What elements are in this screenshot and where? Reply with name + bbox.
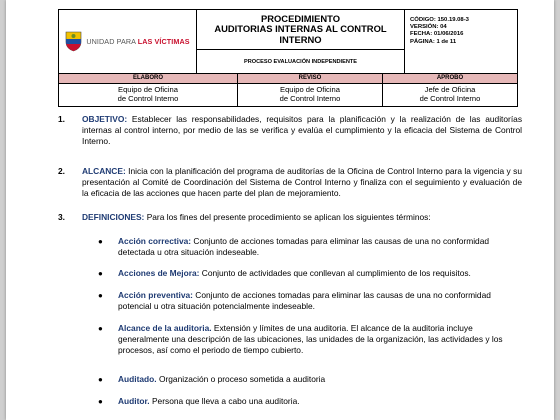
title-line: PROCEDIMIENTO — [260, 12, 340, 24]
signer-reviso — [238, 84, 383, 106]
definition-text: Extensión y límites de una auditoria. El alcance de la auditoria incluye generalmente una descripción de las ubicaciones, las unidades de la organización, las actividades y los procesos, así como el periodo de tiempo cubierto. — [118, 323, 503, 355]
section-objetivo — [58, 114, 522, 147]
bullet-icon: ● — [98, 269, 103, 278]
logo-cell — [59, 10, 197, 73]
definition-item — [98, 236, 522, 258]
section-number: 3. — [58, 212, 65, 222]
document-metadata — [405, 10, 517, 73]
section-keyword: OBJETIVO: — [82, 114, 128, 124]
section-text: Inicia con la planificación del programa de auditorías de la Oficina de Control Interno para la vigencia y su presentación al Comité de Coordinación del Sistema de Control Interno y finaliza con el seguimiento y evaluación de la eficacia de las acciones que hacen parte del plan de mejoramiento. — [82, 166, 522, 198]
document-page — [6, 0, 554, 420]
signer-elaboro — [59, 84, 238, 106]
document-title — [197, 10, 404, 50]
bullet-icon: ● — [98, 237, 103, 246]
signer-line: de Control Interno — [117, 94, 179, 104]
label-aprobo: APROBÓ — [436, 75, 464, 81]
section-text: Establecer las responsabilidades, requisitos para la planificación y la realización de las auditorías internas al control interno, por medio de las se verifica y evalúa el cumplimiento y la eficacia del Sistema de Control Interno. — [82, 114, 523, 146]
signer-line: Jefe de Oficina — [424, 85, 476, 94]
signer-line: Equipo de Oficina — [280, 85, 340, 94]
header-top-row — [59, 10, 517, 74]
title-cell — [197, 10, 405, 73]
label-reviso: REVISÓ — [238, 74, 383, 83]
label-elaboro: ELABORÓ — [59, 74, 238, 83]
signer-line: Equipo de Oficina — [118, 85, 178, 94]
meta-date: FECHA: 01/06/2016 — [410, 31, 464, 38]
signer-line: de Control Interno — [279, 94, 341, 104]
section-keyword: DEFINICIONES: — [82, 212, 145, 222]
document-header-table — [58, 9, 518, 107]
definition-item — [98, 268, 522, 279]
signer-aprobo — [383, 84, 517, 106]
definition-text: Conjunto de acciones tomadas para eliminar las causas de una no conformidad detectada u otra situación indeseable. — [118, 236, 490, 257]
definition-text: Organización o proceso sometida a auditoria — [158, 374, 326, 384]
signer-line: de Control Interno — [419, 94, 481, 104]
approval-labels-row — [59, 74, 517, 84]
section-alcance — [58, 166, 522, 199]
definition-term: Acciones de Mejora: — [118, 268, 200, 278]
definition-item — [98, 323, 522, 356]
bullet-icon: ● — [98, 397, 103, 406]
definition-text: Conjunto de actividades que conllevan al cumplimiento de los requisitos. — [201, 268, 471, 278]
logo-prefix: UNIDAD PARA — [86, 37, 136, 46]
section-keyword: ALCANCE: — [82, 166, 126, 176]
process-name: PROCESO EVALUACIÓN INDEPENDIENTE — [243, 58, 358, 65]
definition-term: Acción preventiva: — [118, 290, 193, 300]
meta-version: VERSIÓN: 04 — [410, 24, 447, 31]
section-number: 2. — [58, 166, 65, 176]
title-line: INTERNO — [279, 33, 322, 45]
title-line: AUDITORIAS INTERNAS AL CONTROL — [214, 23, 387, 35]
section-definiciones — [58, 212, 522, 223]
definition-text: Persona que lleva a cabo una auditoria. — [151, 396, 300, 406]
meta-code: CÓDIGO: 150.19.08-3 — [410, 17, 469, 23]
definition-term: Auditado. — [118, 374, 157, 384]
bullet-icon: ● — [98, 291, 103, 300]
approval-values-row — [59, 84, 517, 106]
logo-highlight: LAS VÍCTIMAS — [137, 37, 190, 46]
section-number: 1. — [58, 114, 65, 124]
definition-term: Auditor. — [118, 396, 150, 406]
coat-of-arms-icon — [65, 31, 82, 52]
meta-page: PÁGINA: 1 de 11 — [410, 38, 457, 45]
logo-text — [86, 37, 189, 46]
definition-term: Alcance de la auditoria. — [118, 323, 212, 333]
section-text: Para los fines del presente procedimiento se aplican los siguientes términos: — [146, 212, 431, 222]
definition-item — [98, 290, 522, 312]
definition-item — [98, 396, 522, 407]
definition-item — [98, 374, 522, 385]
bullet-icon: ● — [98, 375, 103, 384]
bullet-icon: ● — [98, 324, 103, 333]
definition-text: Conjunto de acciones tomadas para eliminar las causas de una no conformidad potencial u otra situación potencialmente indeseable. — [118, 290, 491, 311]
definition-term: Acción correctiva: — [118, 236, 192, 246]
